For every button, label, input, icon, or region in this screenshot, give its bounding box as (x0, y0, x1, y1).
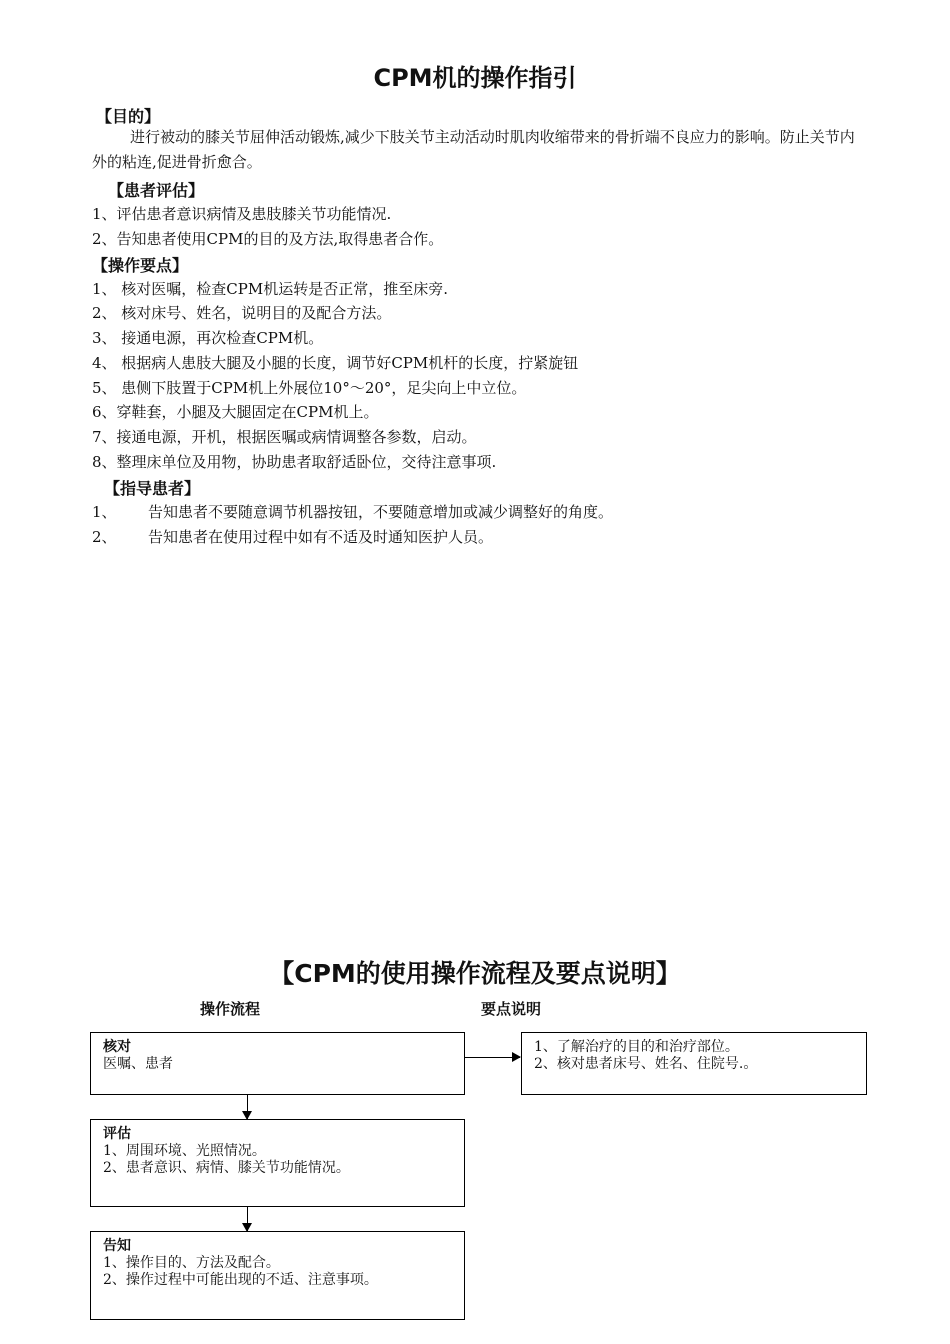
key-point-item: 6、穿鞋套，小腿及大腿固定在CPM机上。 (92, 403, 379, 421)
assessment-item: 2、告知患者使用CPM的目的及方法,取得患者合作。 (92, 230, 444, 248)
flow-column-header: 操作流程 (200, 1000, 261, 1018)
guidance-item-text: 告知患者不要随意调节机器按钮，不要随意增加或减少调整好的角度。 (148, 503, 614, 521)
flow-step-inform (90, 1231, 465, 1320)
key-point-item: 4、 根据病人患肢大腿及小腿的长度，调节好CPM机杆的长度，拧紧旋钮 (92, 354, 579, 372)
notes-column-header: 要点说明 (481, 1000, 542, 1018)
key-point-item: 8、整理床单位及用物，协助患者取舒适卧位，交待注意事项. (92, 453, 497, 471)
flow-step-verify (90, 1032, 465, 1095)
flow-step-line: 1、周围环境、光照情况。 (103, 1143, 266, 1159)
key-point-item: 1、 核对医嘱，检查CPM机运转是否正常，推至床旁. (92, 280, 449, 298)
right-arrow-icon (465, 1057, 520, 1058)
key-points-heading: 【操作要点】 (92, 256, 189, 275)
document-title: CPM机的操作指引 (373, 64, 577, 92)
flow-note-line: 1、了解治疗的目的和治疗部位。 (534, 1039, 739, 1055)
guidance-item-number: 2、 (92, 528, 117, 546)
flow-step-title: 核对 (103, 1039, 131, 1055)
key-point-item: 2、 核对床号、姓名，说明目的及配合方法。 (92, 304, 392, 322)
down-arrow-icon (247, 1207, 248, 1231)
flow-step-title: 评估 (103, 1126, 131, 1142)
assessment-item: 1、评估患者意识病情及患肢膝关节功能情况. (92, 205, 392, 223)
flow-step-title: 告知 (103, 1238, 131, 1254)
purpose-heading: 【目的】 (96, 107, 161, 126)
flow-step-line: 医嘱、患者 (103, 1056, 173, 1072)
flow-notes-box (521, 1032, 867, 1095)
flow-step-assess (90, 1119, 465, 1207)
assessment-heading: 【患者评估】 (108, 181, 205, 200)
flow-step-line: 1、操作目的、方法及配合。 (103, 1255, 280, 1271)
purpose-text: 进行被动的膝关节屈伸活动锻炼,减少下肢关节主动活动时肌肉收缩带来的骨折端不良应力的影响。防止关节内外的粘连,促进骨折愈合。 (92, 128, 855, 171)
flow-note-line: 2、核对患者床号、姓名、住院号.。 (534, 1056, 758, 1072)
guidance-heading: 【指导患者】 (104, 479, 201, 498)
guidance-item-text: 告知患者在使用过程中如有不适及时通知医护人员。 (148, 528, 494, 546)
guidance-item-number: 1、 (92, 503, 117, 521)
key-point-item: 3、 接通电源，再次检查CPM机。 (92, 329, 324, 347)
key-point-item: 5、 患侧下肢置于CPM机上外展位10°～20°，足尖向上中立位。 (92, 379, 527, 397)
down-arrow-icon (247, 1095, 248, 1119)
flow-step-line: 2、患者意识、病情、膝关节功能情况。 (103, 1160, 350, 1176)
guidance-item (92, 526, 493, 547)
guidance-item (92, 501, 613, 522)
key-point-item: 7、接通电源，开机，根据医嘱或病情调整各参数，启动。 (92, 428, 477, 446)
flow-step-line: 2、操作过程中可能出现的不适、注意事项。 (103, 1272, 378, 1288)
flowchart-title: 【CPM的使用操作流程及要点说明】 (269, 959, 681, 988)
